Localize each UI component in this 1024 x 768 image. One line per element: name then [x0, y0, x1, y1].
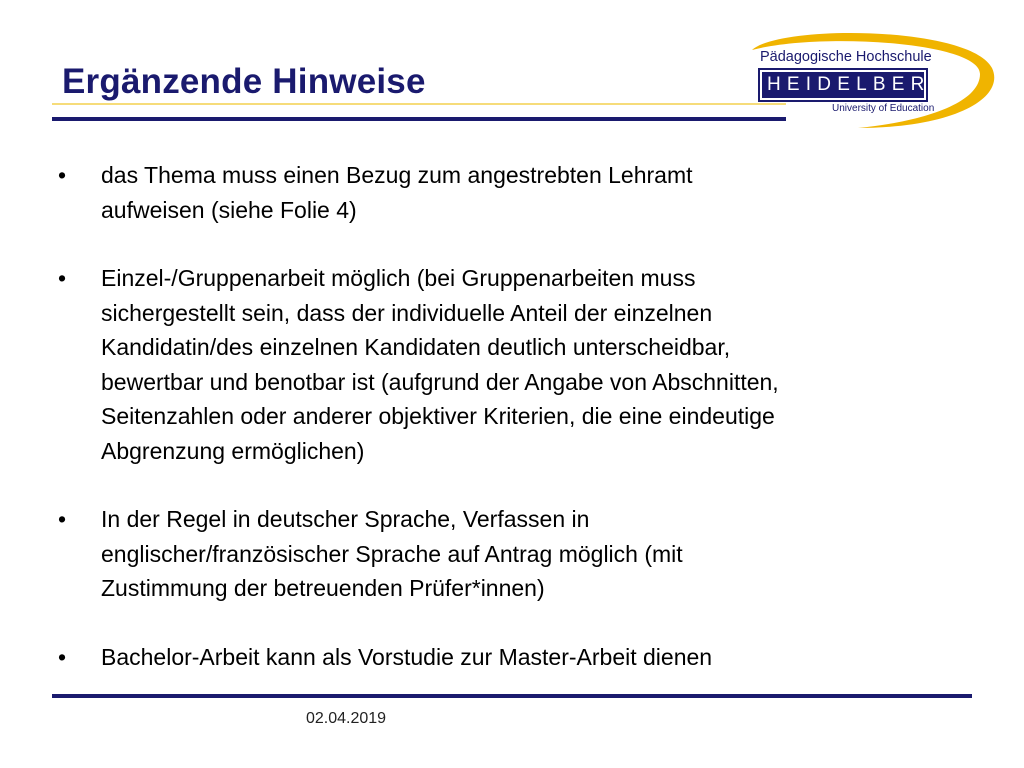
logo-wordmark	[758, 68, 952, 102]
bullet-item	[58, 640, 958, 675]
bullet-marker: •	[58, 643, 67, 670]
bullet-text: Einzel-/Gruppenarbeit möglich (bei Gruppenarbeiten muss sichergestellt sein, dass der individuelle Anteil der einzelnen Kandidatin/des einzelnen Kandidaten deutlich unterscheidbar, bewertbar und benotbar ist (aufgrund der Angabe von Abschnitten, Seitenzahlen oder anderer objektiver Kriterien, die eine eindeutige Abgrenzung ermöglichen)	[101, 265, 779, 464]
logo-subtitle: University of Education	[832, 103, 935, 114]
university-logo	[740, 32, 1008, 132]
bullet-item	[58, 261, 958, 468]
logo-institution-name: Pädagogische Hochschule	[760, 49, 932, 65]
footer-rule	[52, 694, 972, 698]
slide-title: Ergänzende Hinweise	[62, 62, 426, 101]
title-rule-gold	[52, 103, 786, 105]
bullet-item	[58, 158, 958, 227]
logo-wordmark-text: HEIDELBERG	[762, 72, 924, 98]
bullet-marker: •	[58, 506, 67, 532]
bullet-text: In der Regel in deutscher Sprache, Verfassen in englischer/französischer Sprache auf Antrag möglich (mit Zustimmung der betreuenden Prüfer*innen)	[101, 506, 683, 601]
bullet-text: Bachelor-Arbeit kann als Vorstudie zur Master-Arbeit dienen	[101, 643, 713, 670]
bullet-item	[58, 502, 958, 606]
bullet-list	[58, 158, 958, 708]
bullet-text: das Thema muss einen Bezug zum angestrebten Lehramt aufweisen (siehe Folie 4)	[101, 162, 693, 223]
footer-date: 02.04.2019	[306, 710, 387, 727]
bullet-marker: •	[58, 265, 67, 291]
title-rule	[52, 117, 786, 121]
bullet-marker: •	[58, 162, 67, 188]
